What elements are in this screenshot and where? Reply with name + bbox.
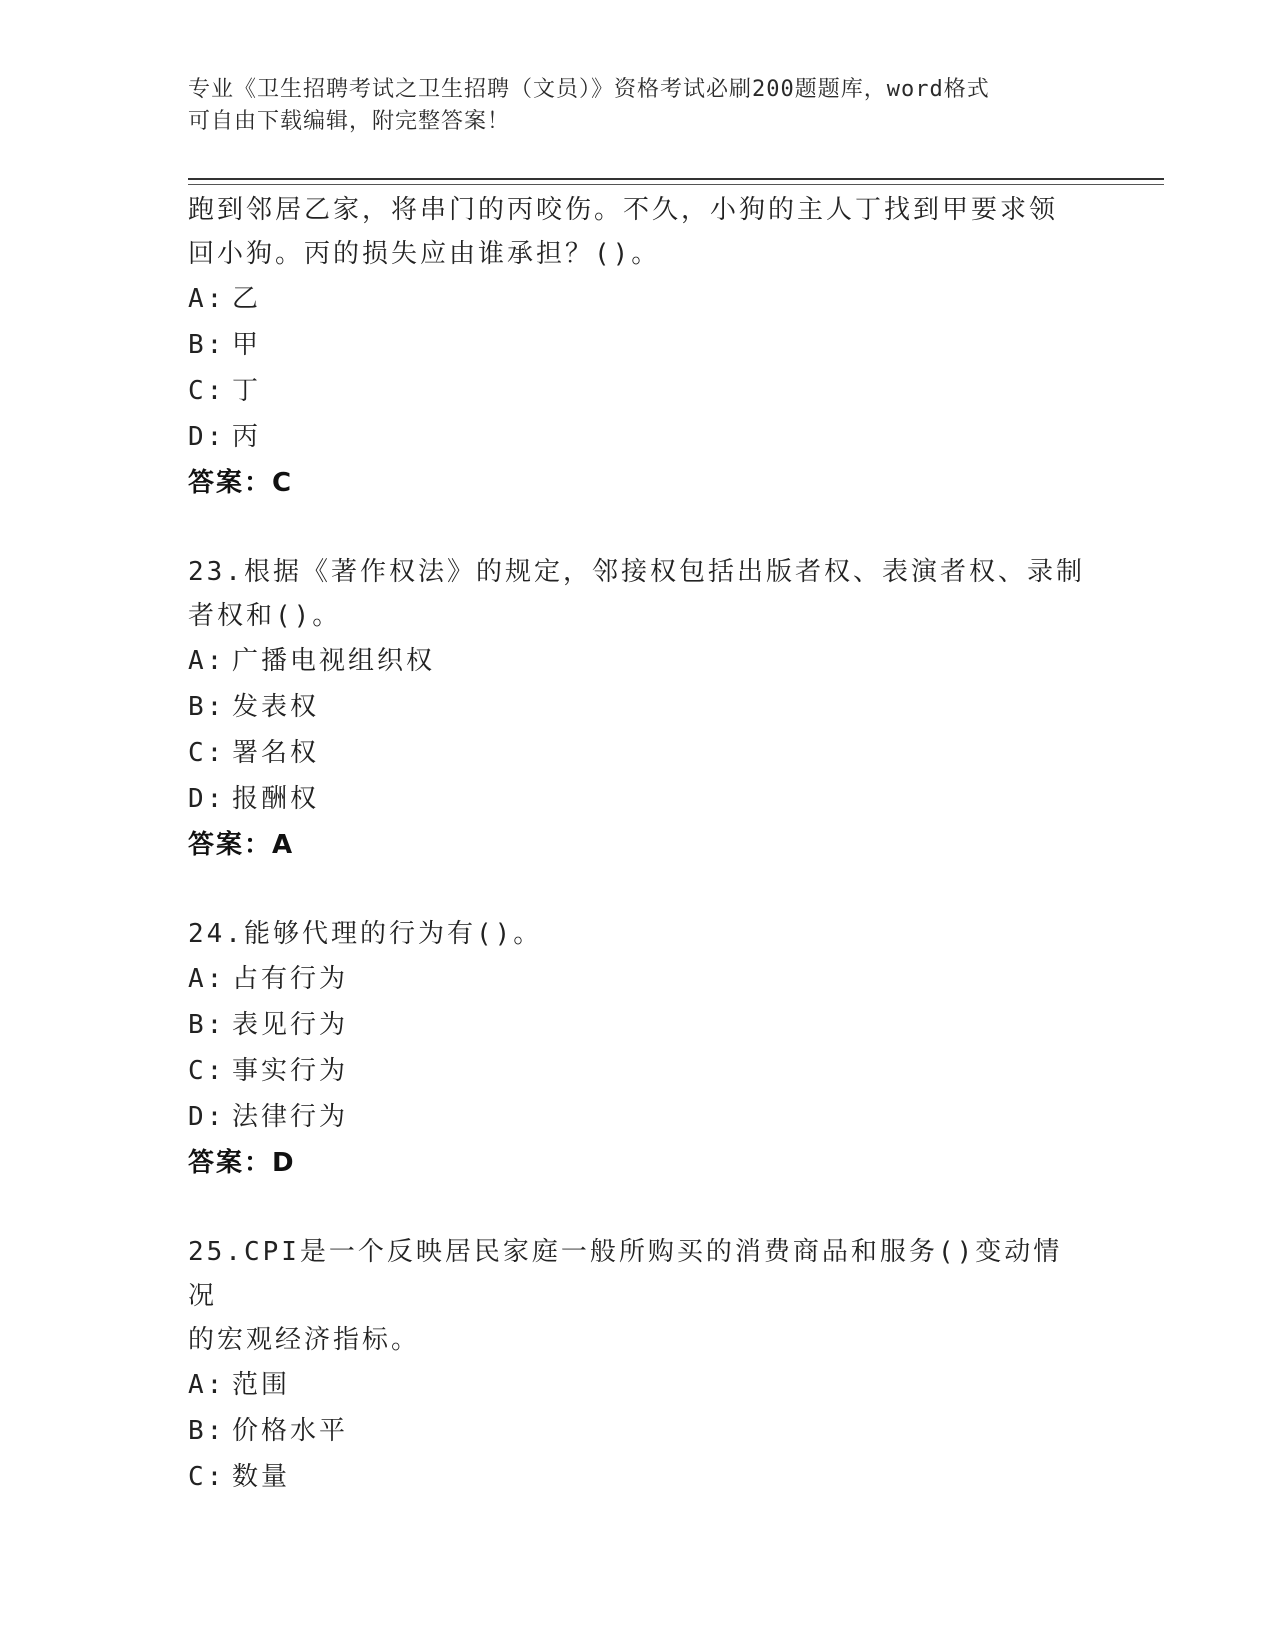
option-d: [188, 776, 1088, 822]
question-text-line: 的宏观经济指标。: [188, 1325, 421, 1355]
header-divider-thin: [188, 184, 1164, 185]
option-c: [188, 730, 1088, 776]
question-text-line: 24.能够代理的行为有()。: [188, 919, 543, 949]
option-c: [188, 1048, 1088, 1094]
option-text: 发表权: [232, 692, 320, 722]
question-text-line: 23.根据《著作权法》的规定，邻接权包括出版者权、表演者权、录制: [188, 557, 1085, 587]
option-b: [188, 322, 1088, 368]
question-text: [188, 550, 1088, 638]
option-d: [188, 414, 1088, 460]
option-text: 表见行为: [232, 1010, 349, 1040]
option-letter: C:: [188, 738, 226, 768]
option-letter: A:: [188, 646, 226, 676]
header-title-line1: 专业《卫生招聘考试之卫生招聘（文员）》资格考试必刷200题题库，word格式: [188, 77, 990, 102]
question-text: [188, 188, 1088, 276]
option-letter: B:: [188, 330, 226, 360]
option-text: 甲: [232, 330, 262, 360]
option-b: [188, 1408, 1088, 1454]
option-text: 占有行为: [232, 964, 349, 994]
question-23: [188, 550, 1088, 868]
header-title-line2: 可自由下载编辑，附完整答案！: [188, 109, 511, 134]
option-a: [188, 638, 1088, 684]
option-letter: C:: [188, 376, 226, 406]
option-letter: A:: [188, 284, 226, 314]
answer-label: 答案：C: [188, 468, 294, 498]
answer-label: 答案：D: [188, 1148, 296, 1178]
question-text-line: 者权和()。: [188, 601, 342, 631]
option-letter: B:: [188, 692, 226, 722]
option-letter: D:: [188, 1102, 226, 1132]
question-24: [188, 912, 1088, 1186]
question-text-line: 跑到邻居乙家，将串门的丙咬伤。不久，小狗的主人丁找到甲要求领: [188, 195, 1059, 225]
option-text: 范围: [232, 1370, 291, 1400]
question-text: [188, 912, 1088, 956]
option-text: 署名权: [232, 738, 320, 768]
option-c: [188, 368, 1088, 414]
option-letter: A:: [188, 964, 226, 994]
option-a: [188, 956, 1088, 1002]
option-a: [188, 276, 1088, 322]
option-b: [188, 1002, 1088, 1048]
question-22: [188, 188, 1088, 506]
question-text-line: 回小狗。丙的损失应由谁承担？()。: [188, 239, 661, 269]
document-header: [188, 74, 1078, 138]
option-b: [188, 684, 1088, 730]
question-25: [188, 1230, 1088, 1500]
header-divider: [188, 178, 1164, 180]
option-letter: C:: [188, 1056, 226, 1086]
option-letter: D:: [188, 422, 226, 452]
question-text-line: 25.CPI是一个反映居民家庭一般所购买的消费商品和服务()变动情况: [188, 1237, 1063, 1311]
option-d: [188, 1094, 1088, 1140]
option-text: 报酬权: [232, 784, 320, 814]
option-letter: D:: [188, 784, 226, 814]
option-text: 法律行为: [232, 1102, 349, 1132]
option-text: 丁: [232, 376, 262, 406]
option-text: 广播电视组织权: [232, 646, 436, 676]
option-letter: C:: [188, 1462, 226, 1492]
option-a: [188, 1362, 1088, 1408]
option-text: 丙: [232, 422, 262, 452]
option-text: 价格水平: [232, 1416, 349, 1446]
option-text: 数量: [232, 1462, 291, 1492]
option-c: [188, 1454, 1088, 1500]
option-letter: B:: [188, 1416, 226, 1446]
option-text: 乙: [232, 284, 262, 314]
option-letter: B:: [188, 1010, 226, 1040]
question-text: [188, 1230, 1088, 1362]
option-letter: A:: [188, 1370, 226, 1400]
answer-label: 答案：A: [188, 830, 295, 860]
question-list: [188, 188, 1088, 1544]
option-text: 事实行为: [232, 1056, 349, 1086]
